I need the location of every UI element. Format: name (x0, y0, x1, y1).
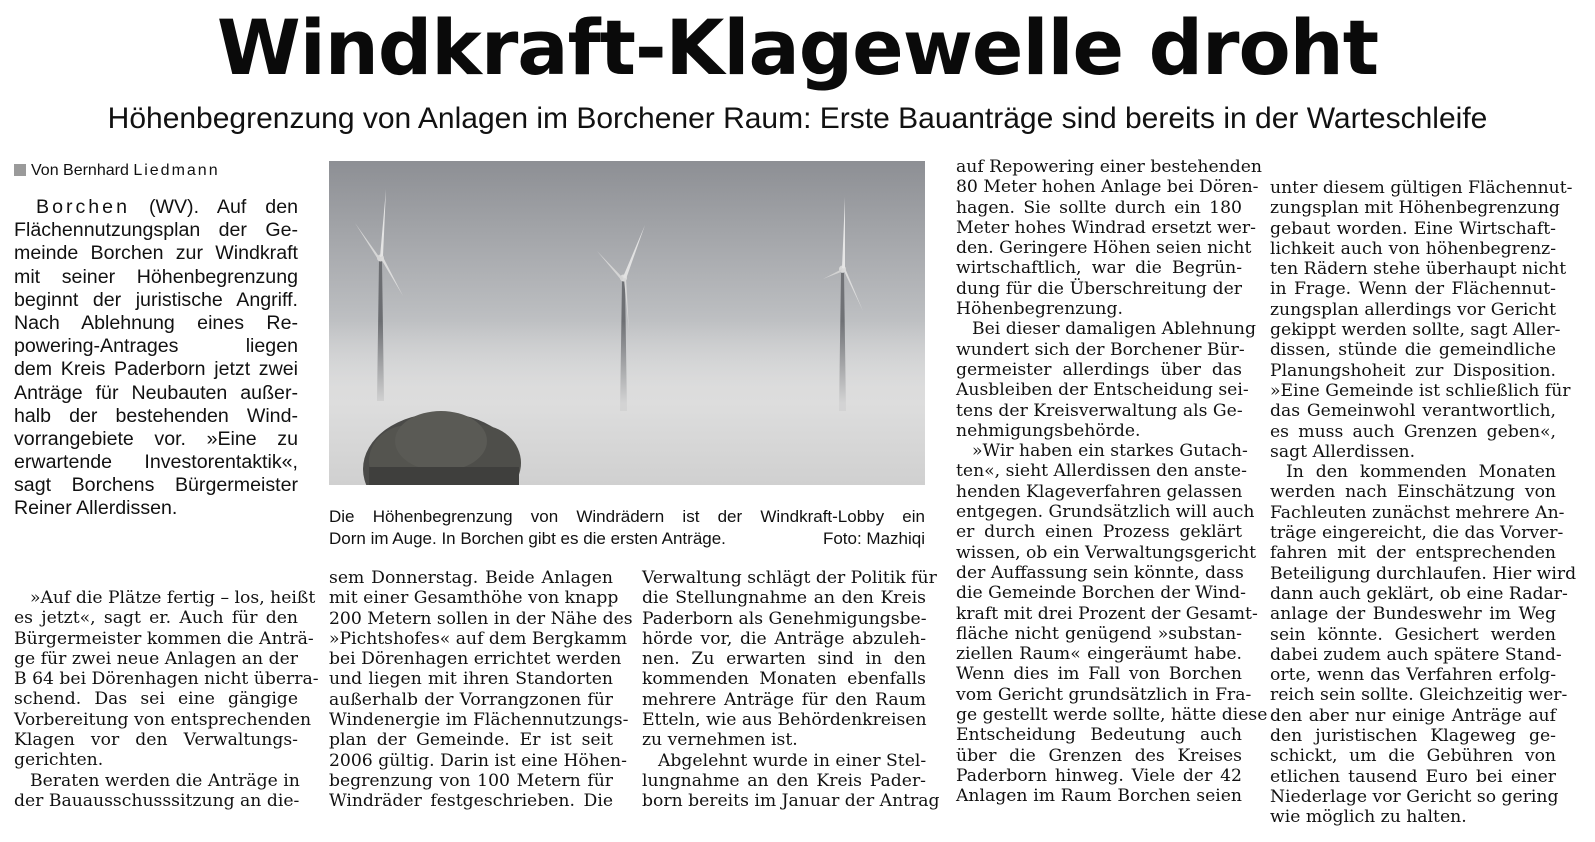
column-line: 200 Metern sollen in der Nähe des (329, 608, 633, 629)
column-line: Meter hohes Windrad ersetzt wer- (956, 217, 1256, 238)
column-line: auf Repowering einer bestehenden (956, 157, 1262, 177)
column-line: »Auf die Plätze fertig – los, heißt (30, 588, 316, 608)
column-line: das Gemeinwohl verantwortlich, (1270, 401, 1556, 422)
byline-square-icon (14, 164, 26, 176)
lead-line: Reiner Allerdissen. (14, 497, 178, 520)
article-column-5 (1270, 178, 1577, 828)
column-line: und liegen mit ihren Standorten (329, 669, 613, 690)
column-line: gebaut worden. Eine Wirtschaft- (1270, 218, 1556, 239)
column-line: ge gestellt werde sollte, hätte diese (956, 705, 1268, 726)
column-line: über die Grenzen des Kreises (956, 745, 1242, 766)
caption-text: Dorn im Auge. In Borchen gibt es die ersten Anträge. (329, 529, 726, 548)
column-line: Windräder festgeschrieben. Die (329, 791, 613, 812)
column-line: Vorbereitung von entsprechenden (14, 709, 312, 730)
column-line: Beteiligung durchlaufen. Hier wird (1270, 563, 1577, 584)
column-line: Abgelehnt wurde in einer Stel- (658, 750, 927, 771)
column-line: den aber nur einige Anträge auf (1270, 705, 1556, 726)
byline (14, 160, 220, 182)
column-line: kommenden Monaten ebenfalls (642, 669, 926, 690)
column-line: germeister allerdings über das (956, 359, 1242, 380)
column-line: die Gemeinde Borchen der Wind- (956, 583, 1246, 604)
column-line: 80 Meter hohen Anlage bei Dören- (956, 177, 1259, 198)
article-column-2 (329, 568, 633, 812)
column-line: es muss auch Grenzen geben«, (1270, 421, 1556, 442)
column-line: Wenn dies im Fall von Borchen (956, 664, 1242, 685)
column-line: er durch einen Prozess geklärt (956, 522, 1242, 543)
lead-place: Borchen (36, 196, 130, 218)
column-line: Paderborn hinweg. Viele der 42 (956, 765, 1242, 786)
column-line: wundert sich der Borchener Bür- (956, 339, 1245, 360)
column-line: wissen, ob ein Verwaltungsgericht (956, 542, 1257, 563)
subheadline: Höhenbegrenzung von Anlagen im Borchener Raum: Erste Bauanträge sind bereits in der Warteschleife (107, 102, 1488, 135)
lead-line: dem Kreis Paderborn jetzt zwei (14, 358, 298, 381)
wind-turbines-in-fog-icon (329, 161, 925, 485)
column-line: wirtschaftlich, war die Begrün- (956, 258, 1242, 279)
column-line: zungsplan mit Höhenbegrenzung (1270, 198, 1560, 219)
column-line: lichkeit auch von höhenbegrenz- (1270, 238, 1556, 259)
headline: Windkraft-Klagewelle droht (216, 3, 1379, 92)
column-line: B 64 bei Dörenhagen nicht überra- (14, 669, 319, 690)
column-line: in Frage. Wenn der Flächennut- (1270, 279, 1556, 300)
column-line: den. Geringere Höhen seien nicht (956, 238, 1252, 259)
column-line: unter diesem gültigen Flächennut- (1270, 178, 1573, 198)
column-line: Beraten werden die Anträge in (30, 770, 300, 791)
photo-caption (329, 506, 925, 550)
lead-line: halb der bestehenden Wind- (14, 404, 298, 427)
column-line: lungnahme an den Kreis Pader- (642, 770, 926, 791)
column-line: sein könnte. Gesichert werden (1270, 624, 1556, 645)
column-line: vom Gericht grundsätzlich in Fra- (956, 684, 1252, 705)
column-line: Windenergie im Flächennutzungs- (329, 710, 629, 731)
column-line: In den kommenden Monaten (1286, 462, 1556, 483)
column-line: henden Klageverfahren gelassen (956, 481, 1243, 502)
column-line: etlichen tausend Euro bei einer (1270, 766, 1556, 787)
lead-line: vorrangebiete vor. »Eine zu (14, 427, 298, 450)
column-line: ten«, sieht Allerdissen den anste- (956, 461, 1247, 482)
column-line: ge für zwei neue Anlagen an der (14, 648, 298, 669)
column-line: 2006 gültig. Darin ist eine Höhen- (329, 750, 627, 771)
column-line: dabei zudem auch spätere Stand- (1270, 644, 1562, 665)
column-line: Verwaltung schlägt der Politik für (642, 568, 937, 588)
column-line: bei Dörenhagen errichtet werden (329, 649, 622, 670)
column-line: Ausbleiben der Entscheidung sei- (956, 380, 1249, 401)
column-line: ziellen Raum« eingeräumt habe. (956, 644, 1242, 665)
column-line: der Bauausschusssitzung an die- (14, 790, 300, 811)
column-line: nehmigungsbehörde. (956, 420, 1141, 441)
lead-paragraph (14, 196, 298, 521)
column-line: sagt Allerdissen. (1270, 441, 1416, 462)
column-line: kraft mit drei Prozent der Gesamt- (956, 603, 1258, 624)
column-line: begrenzung von 100 Metern für (329, 770, 613, 791)
column-line: fahren mit der entsprechenden (1270, 543, 1556, 564)
column-line: schickt, um die Gebühren von (1270, 746, 1556, 767)
lead-line: erwartende Investorentaktik«, (14, 451, 298, 474)
column-line: hörde vor, die Anträge abzuleh- (642, 628, 926, 649)
column-line: Klagen vor den Verwaltungs- (14, 730, 298, 751)
column-line: träge eingereicht, die das Vorver- (1270, 523, 1564, 544)
lead-line: sagt Borchens Bürgermeister (14, 474, 298, 497)
lead-line: Flächennutzungsplan der Ge- (14, 219, 298, 242)
column-line: »Eine Gemeinde ist schließlich für (1270, 380, 1571, 401)
column-line: Bei dieser damaligen Ablehnung (972, 319, 1256, 340)
column-line: Bürgermeister kommen die Anträ- (14, 628, 314, 649)
column-line: tens der Kreisverwaltung als Ge- (956, 400, 1243, 421)
column-line: orte, wenn das Verfahren erfolg- (1270, 665, 1556, 686)
column-line: reich sein sollte. Gleichzeitig wer- (1270, 685, 1568, 706)
column-line: außerhalb der Vorrangzonen für (329, 689, 613, 710)
lead-line: Nach Ablehnung eines Re- (14, 311, 298, 334)
column-line: Paderborn als Genehmigungsbe- (642, 608, 927, 629)
lead-line: mit seiner Höhenbegrenzung (14, 265, 298, 288)
lead-line (14, 196, 298, 219)
column-line: gekippt werden sollte, sagt Aller- (1270, 320, 1561, 341)
byline-author: Liedmann (133, 162, 220, 179)
column-line: Fachleuten zunächst mehrere An- (1270, 502, 1565, 523)
column-line: die Stellungnahme an den Kreis (642, 588, 926, 609)
lead-line: powering-Antrages liegen (14, 335, 298, 358)
byline-prefix: Von Bernhard (31, 162, 129, 179)
column-line: fläche nicht genügend »substan- (956, 623, 1242, 644)
column-line: sem Donnerstag. Beide Anlagen (329, 568, 613, 588)
article-photo (329, 161, 925, 485)
lead-line: beginnt der juristische Angriff. (14, 288, 298, 311)
article-column-4 (956, 157, 1268, 807)
lead-line-text: (WV). Auf den (129, 196, 298, 218)
column-line: Höhenbegrenzung. (956, 299, 1123, 320)
column-line: Planungshoheit zur Disposition. (1270, 360, 1556, 381)
column-line: mit einer Gesamthöhe von knapp (329, 588, 619, 609)
article-column-1 (14, 588, 319, 811)
column-line: zungsplan allerdings vor Gericht (1270, 299, 1556, 320)
column-line: nen. Zu erwarten sind in den (642, 649, 926, 670)
column-line: gerichten. (14, 750, 104, 771)
column-line: schend. Das sei eine gängige (14, 689, 298, 710)
column-line: Niederlage vor Gericht so gering (1270, 786, 1559, 807)
column-line: hagen. Sie sollte durch ein 180 (956, 197, 1242, 218)
article-column-3 (642, 568, 940, 812)
caption-line: Die Höhenbegrenzung von Windrädern ist der Windkraft-Lobby ein (329, 507, 925, 526)
column-line: werden nach Einschätzung von (1270, 482, 1556, 503)
column-line: der Auffassung sein könnte, dass (956, 562, 1244, 583)
column-line: zu vernehmen ist. (642, 730, 798, 751)
column-line: plan der Gemeinde. Er ist seit (329, 730, 613, 751)
column-line: es jetzt«, sagt er. Auch für den (14, 608, 298, 629)
column-line: Anlagen im Raum Borchen seien (956, 786, 1242, 807)
photo-credit: Foto: Mazhiqi (822, 529, 925, 548)
column-line: »Wir haben ein starkes Gutach- (972, 441, 1248, 462)
column-line: mehrere Anträge für den Raum (642, 689, 926, 710)
column-line: anlage der Bundeswehr im Weg (1270, 604, 1556, 625)
column-line: dung für die Überschreitung der (956, 278, 1242, 299)
column-line: »Pichtshofes« auf dem Bergkamm (329, 628, 628, 649)
column-line: born bereits im Januar der Antrag (642, 791, 940, 812)
column-line: Entscheidung Bedeutung auch (956, 725, 1242, 746)
column-line: den juristischen Klageweg ge- (1270, 726, 1556, 747)
caption-line (329, 528, 925, 550)
column-line: entgegen. Grundsätzlich will auch (956, 502, 1255, 523)
column-line: dann auch geklärt, ob eine Radar- (1270, 583, 1568, 604)
column-line: ten Rädern stehe überhaupt nicht (1270, 259, 1567, 280)
lead-line: meinde Borchen zur Windkraft (14, 242, 298, 265)
column-line: dissen, stünde die gemeindliche (1270, 340, 1556, 361)
column-line: wie möglich zu halten. (1270, 807, 1467, 828)
column-line: Etteln, wie aus Behördenkreisen (642, 710, 927, 731)
lead-line: Anträge für Neubauten außer- (14, 381, 298, 404)
